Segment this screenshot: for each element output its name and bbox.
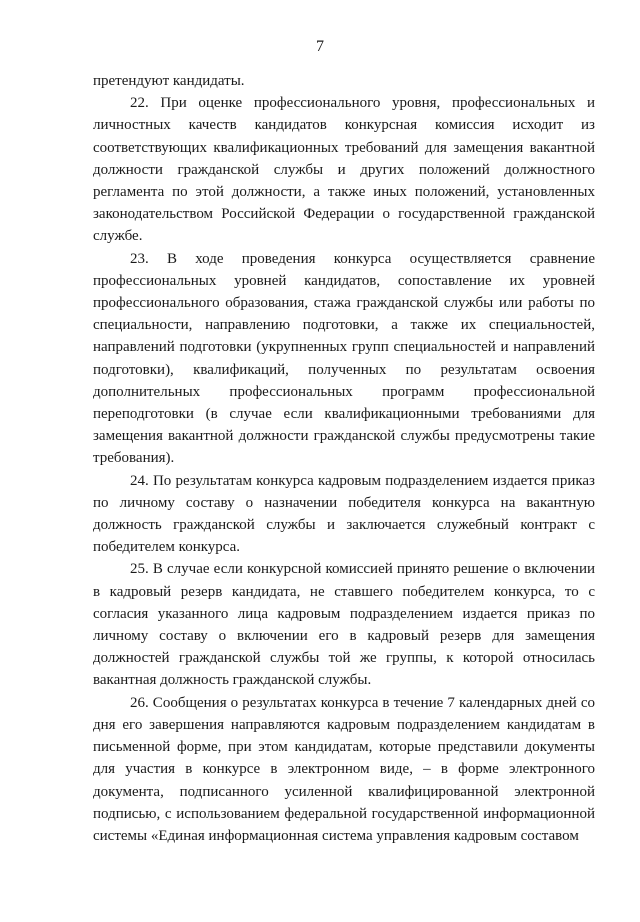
paragraph-continuation: претендуют кандидаты. — [93, 73, 245, 89]
paragraph-22: 22. При оценке профессионального уровня, профессиональных и личностных качеств кандидатов конкурсная комиссия исходит из соответствующих квалификационных требований для замещения вакантной должности гражданской службы и других положений должностного регламента по этой должности, а также иных положений, установленных законодательством Российской Федерации о государственной гражданской службе. — [93, 95, 595, 245]
paragraph-24: 24. По результатам конкурса кадровым подразделением издается приказ по личному составу о назначении победителя конкурса на вакантную должность гражданской службы и заключается служебный контракт с победителем конкурса. — [93, 472, 595, 556]
page-number: 7 — [316, 38, 324, 55]
document-body — [93, 70, 595, 847]
paragraph-25: 25. В случае если конкурсной комиссией принято решение о включении в кадровый резерв кандидата, не ставшего победителем конкурса, то с согласия указанного лица кадровым подразделением издается приказ по личному составу о включении его в кадровый резерв для замещения должностей гражданской службы той же группы, к которой относилась вакантная должность гражданской службы. — [93, 561, 595, 689]
paragraph-26: 26. Сообщения о результатах конкурса в течение 7 календарных дней со дня его завершения направляются кадровым подразделением кандидатам в письменной форме, при этом кандидатам, которые представили документы для участия в конкурсе в электронном виде, – в форме электронного документа, подписанного усиленной квалифицированной электронной подписью, с использованием федеральной государственной информационной системы «Единая информационная система управления кадровым составом — [93, 694, 595, 844]
paragraph-23: 23. В ходе проведения конкурса осуществляется сравнение профессиональных уровней кандидатов, сопоставление их уровней профессионального образования, стажа гражданской службы или работы по специальности, направлению подготовки, а также их специальностей, направлений подготовки (укрупненных групп специальностей и направлений подготовки), квалификаций, полученных по результатам освоения дополнительных профессиональных программ профессиональной переподготовки (в случае если квалификационными требованиями для замещения вакантной должности гражданской службы предусмотрены такие требования). — [93, 250, 595, 467]
